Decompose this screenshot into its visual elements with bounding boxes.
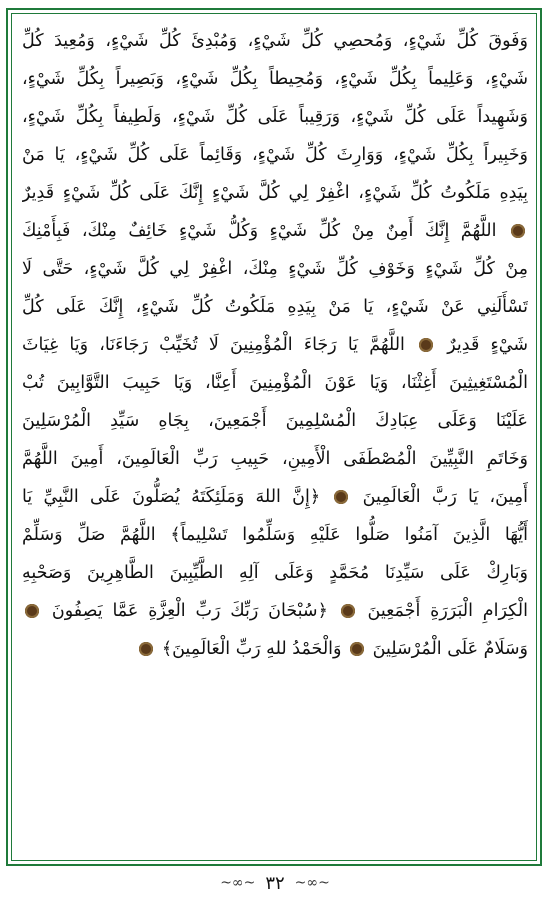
text-line: وَشَهِيداً عَلَى كُلِّ شَيْءٍ، وَرَقِيباً عَلَى كُلِّ شَيْءٍ، وَلَطِيفاً بِكُلِّ شَيْءٍ، (22, 107, 528, 127)
text-line: وَخَاتَمِ النَّبِيِّينَ الْمُصْطَفَى الْأَمِينِ، حَبِيبِ رَبِّ الْعَالَمِينَ، أَمِينَ اللَّهُمَّ (22, 449, 528, 469)
footer-flourish-icon: ~∞~ (294, 875, 330, 891)
text-line: بِيَدِهِ مَلَكُوتُ كُلِّ شَيْءٍ، اغْفِرْ لِي كُلَّ شَيْءٍ إِنَّكَ عَلَى كُلِّ شَيْءٍ قَدِيرٌ (22, 183, 528, 203)
rosette-ornament-icon (334, 490, 348, 504)
text-line: أَمِينَ، يَا رَبَّ الْعَالَمِينَ ﴿إِنَّ اللهَ وَمَلَئِكَتَهُ يُصَلُّونَ عَلَى النَّبِيِّ يَا (22, 487, 528, 507)
text-line: تَسْأَلَنِي عَنْ شَيْءٍ، يَا مَنْ بِيَدِهِ مَلَكُوتُ كُلِّ شَيْءٍ، إِنَّكَ عَلَى كُلِّ (22, 297, 528, 317)
rosette-ornament-icon (25, 604, 39, 618)
text-line: مِنْ كُلِّ شَيْءٍ وَخَوْفِ كُلِّ شَيْءٍ مِنْكَ، اغْفِرْ لِي كُلَّ شَيْءٍ، حَتَّى لَا (22, 259, 528, 279)
rosette-ornament-icon (341, 604, 355, 618)
rosette-ornament-icon (350, 642, 364, 656)
text-line: أَيُّهَا الَّذِينَ آمَنُوا صَلُّوا عَلَيْهِ وَسَلِّمُوا تَسْلِيماً﴾ اللَّهُمَّ صَلِّ وَسَلِّمْ (22, 525, 528, 545)
text-line: شَيْءٍ قَدِيرٌ اللَّهُمَّ يَا رَجَاءَ الْمُؤْمِنِينَ لَا تُخَيِّبْ رَجَاءَنَا، وَيَا غِيَاثَ (22, 335, 528, 355)
text-line: وَخَبِيراً بِكُلِّ شَيْءٍ، وَوَارِثَ كُلِّ شَيْءٍ، وَقَائِماً عَلَى كُلِّ شَيْءٍ، يَا مَنْ (22, 145, 528, 165)
page-footer (0, 868, 550, 898)
rosette-ornament-icon (419, 338, 433, 352)
text-line: عَلَيْنَا وَعَلَى عِبَادِكَ الْمُسْلِمِينَ أَجْمَعِينَ، بِجَاهِ سَيِّدِ الْمُرْسَلِينَ (22, 411, 528, 431)
page-number: ٣٢ (265, 872, 285, 894)
text-line: الْكِرَامِ الْبَرَرَةِ أَجْمَعِينَ ﴿سُبْحَانَ رَبِّكَ رَبِّ الْعِزَّةِ عَمَّا يَصِفُونَ (22, 592, 528, 630)
rosette-ornament-icon (139, 642, 153, 656)
prayer-text-block (22, 22, 528, 858)
text-line: وَسَلَامٌ عَلَى الْمُرْسَلِينَ وَالْحَمْدُ للهِ رَبِّ الْعَالَمِينَ﴾ (22, 630, 528, 668)
text-line: شَيْءٍ، وَعَلِيماً بِكُلِّ شَيْءٍ، وَمُحِيطاً بِكُلِّ شَيْءٍ، وَبَصِيراً بِكُلِّ شَيْءٍ، (22, 69, 528, 89)
text-line: وَفَوقَ كُلِّ شَيْءٍ، وَمُحصِي كُلِّ شَيْءٍ، وَمُبْدِئَ كُلِّ شَيْءٍ، وَمُعِيدَ كُلِّ (22, 31, 528, 51)
text-line: الْمُسْتَغِيثِينَ أَغِثْنَا، وَيَا عَوْنَ الْمُؤْمِنِينَ أَعِنَّا، وَيَا حَبِيبَ التَّوَّابِينَ تُبْ (22, 373, 528, 393)
rosette-ornament-icon (511, 224, 525, 238)
text-line: وَبَارِكْ عَلَى سَيِّدِنَا مُحَمَّدٍ وَعَلَى آلِهِ الطَّيِّبِينَ الطَّاهِرِينَ وَصَحْبِهِ (22, 563, 528, 583)
text-line: اللَّهُمَّ إِنَّكَ أَمِنٌ مِنْ كُلِّ شَيْءٍ وَكُلُّ شَيْءٍ خَائِفٌ مِنْكَ، فَبِأَمْنِكَ (22, 212, 528, 250)
footer-flourish-icon: ~∞~ (220, 875, 256, 891)
